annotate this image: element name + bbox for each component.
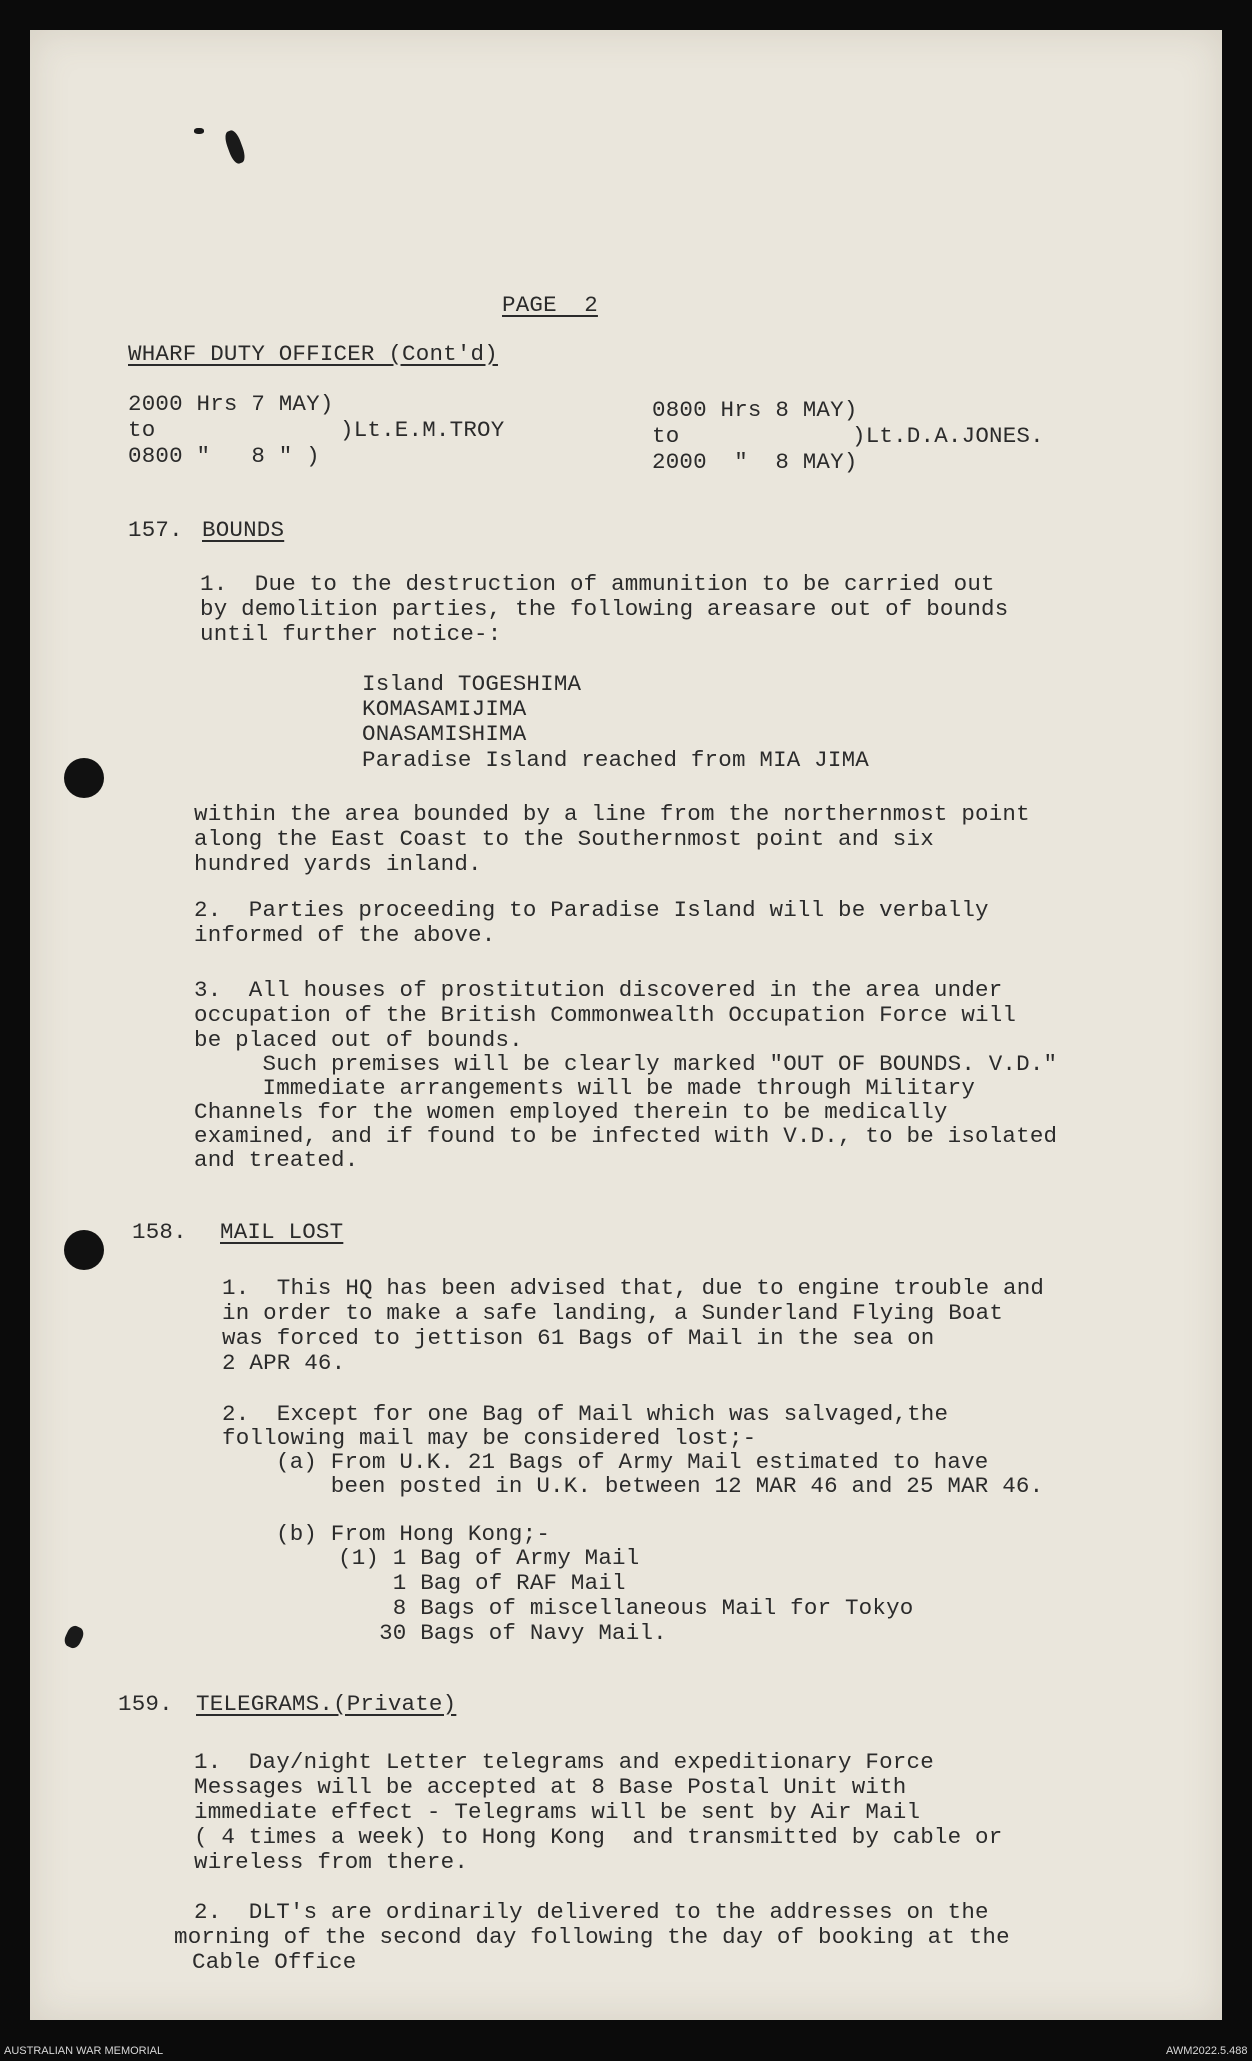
text-line: following mail may be considered lost;- [222,1425,757,1451]
place-item: ONASAMISHIMA [362,721,527,747]
text-line: was forced to jettison 61 Bags of Mail in the sea on [222,1325,935,1351]
text-line: examined, and if found to be infected with V.D., to be isolated [194,1123,1058,1149]
text-line: hundred yards inland. [194,851,482,877]
duty-left-line3: 0800 " 8 " ) [128,443,320,469]
duty-left-line1: 2000 Hrs 7 MAY) [128,391,334,417]
sub-item-b: (b) From Hong Kong;- [276,1521,551,1547]
footer-accession-number: AWM2022.5.488 [1166,2045,1248,2057]
list-item: 1 Bag of RAF Mail [338,1570,626,1596]
list-item: 30 Bags of Navy Mail. [338,1620,667,1646]
item-number-157: 157. [128,517,183,543]
ink-blot [194,128,204,134]
text-line: 2. Except for one Bag of Mail which was salvaged,the [222,1401,949,1427]
text-line: 1. Due to the destruction of ammunition to be carried out [200,571,995,597]
place-item: Island TOGESHIMA [362,671,582,697]
text-line: informed of the above. [194,922,496,948]
duty-right-line2: to [652,423,680,449]
item-title-bounds: BOUNDS [202,517,285,543]
item-number-159: 159. [118,1691,173,1717]
text-line: 3. All houses of prostitution discovered in the area under [194,977,1003,1003]
page-number: PAGE 2 [502,292,598,318]
text-line: 2 APR 46. [222,1350,346,1376]
item-title-mail-lost: MAIL LOST [220,1219,344,1245]
text-line: within the area bounded by a line from the northernmost point [194,801,1030,827]
list-item: 8 Bags of miscellaneous Mail for Tokyo [338,1595,914,1621]
duty-right-officer: )Lt.D.A.JONES. [852,423,1044,449]
text-line: until further notice-: [200,621,502,647]
text-line: occupation of the British Commonwealth Occupation Force will [194,1002,1017,1028]
text-line: be placed out of bounds. [194,1027,523,1053]
duty-right-line3: 2000 " 8 MAY) [652,449,858,475]
text-line: Cable Office [192,1949,357,1975]
duty-left-officer: )Lt.E.M.TROY [340,417,505,443]
place-item: KOMASAMIJIMA [362,696,527,722]
text-line: been posted in U.K. between 12 MAR 46 and 25 MAR 46. [276,1473,1044,1499]
item-title-telegrams: TELEGRAMS.(Private) [196,1691,457,1717]
footer-archive-name: AUSTRALIAN WAR MEMORIAL [4,2045,164,2057]
text-line: ( 4 times a week) to Hong Kong and transmitted by cable or [194,1824,1003,1850]
text-line: wireless from there. [194,1849,469,1875]
section-heading: WHARF DUTY OFFICER (Cont'd) [128,341,498,367]
punch-hole-bottom [64,1230,104,1270]
duty-right-line1: 0800 Hrs 8 MAY) [652,397,858,423]
duty-left-line2: to [128,417,156,443]
text-line: (a) From U.K. 21 Bags of Army Mail estimated to have [276,1449,989,1475]
text-line: 2. DLT's are ordinarily delivered to the addresses on the [194,1899,989,1925]
text-line: along the East Coast to the Southernmost point and six [194,826,934,852]
text-line: Messages will be accepted at 8 Base Postal Unit with [194,1774,907,1800]
item-number-158: 158. [132,1219,187,1245]
text-line: and treated. [194,1147,359,1173]
text-line: 1. Day/night Letter telegrams and expeditionary Force [194,1749,934,1775]
text-line: 1. This HQ has been advised that, due to engine trouble and [222,1275,1045,1301]
text-line: immediate effect - Telegrams will be sent by Air Mail [194,1799,921,1825]
text-line: by demolition parties, the following areasare out of bounds [200,596,1009,622]
punch-hole-top [64,758,104,798]
text-line: in order to make a safe landing, a Sunderland Flying Boat [222,1300,1004,1326]
text-line: 2. Parties proceeding to Paradise Island will be verbally [194,897,989,923]
text-line: Channels for the women employed therein to be medically [194,1099,948,1125]
text-line: Immediate arrangements will be made through Military [194,1075,976,1101]
place-item: Paradise Island reached from MIA JIMA [362,747,869,773]
text-line: Such premises will be clearly marked "OUT OF BOUNDS. V.D." [194,1051,1058,1077]
text-line: morning of the second day following the day of booking at the [174,1924,1010,1950]
list-item: (1) 1 Bag of Army Mail [338,1545,640,1571]
